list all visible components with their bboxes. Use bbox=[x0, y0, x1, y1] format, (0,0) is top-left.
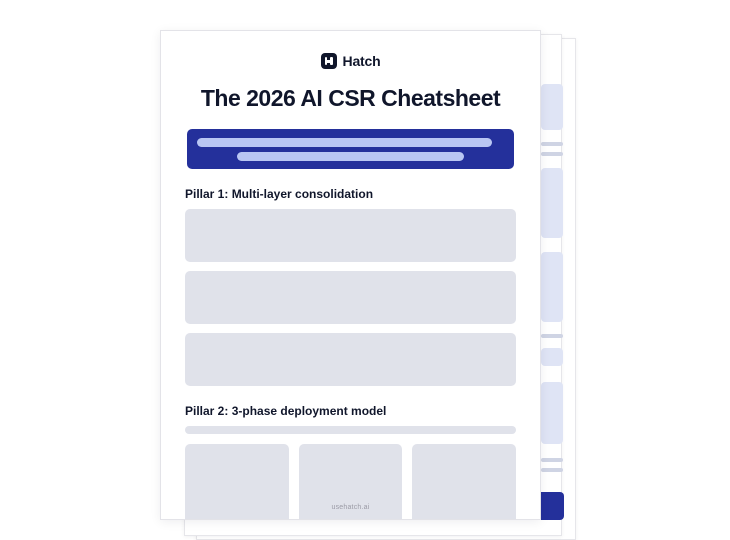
peek-block-3 bbox=[541, 252, 563, 322]
placeholder-card bbox=[185, 271, 516, 324]
placeholder-card bbox=[185, 209, 516, 262]
section-2-placeholder-line bbox=[185, 426, 516, 434]
peek-block-1 bbox=[541, 84, 563, 130]
section-1-card-stack bbox=[185, 209, 516, 386]
peek-line-5 bbox=[541, 468, 563, 472]
hero-callout-band bbox=[187, 129, 514, 169]
peek-block-5 bbox=[541, 382, 563, 444]
hero-placeholder-line-2 bbox=[237, 152, 464, 161]
page-title: The 2026 AI CSR Cheatsheet bbox=[200, 85, 501, 111]
peek-line-4 bbox=[541, 458, 563, 462]
footer-url: usehatch.ai bbox=[331, 504, 370, 511]
hatch-logo-icon bbox=[321, 53, 337, 69]
hero-placeholder-line-1 bbox=[197, 138, 492, 147]
section-heading-1: Pillar 1: Multi-layer consolidation bbox=[185, 187, 374, 202]
section-heading-2: Pillar 2: 3-phase deployment model bbox=[185, 404, 387, 419]
placeholder-card bbox=[185, 333, 516, 386]
brand-lockup bbox=[161, 53, 540, 69]
peek-block-2 bbox=[541, 168, 563, 238]
brand-name: Hatch bbox=[342, 53, 381, 69]
peek-line-3 bbox=[541, 334, 563, 338]
peek-line-2 bbox=[541, 152, 563, 156]
peek-block-4 bbox=[541, 348, 563, 366]
cheatsheet-page bbox=[160, 30, 541, 520]
peek-line-1 bbox=[541, 142, 563, 146]
